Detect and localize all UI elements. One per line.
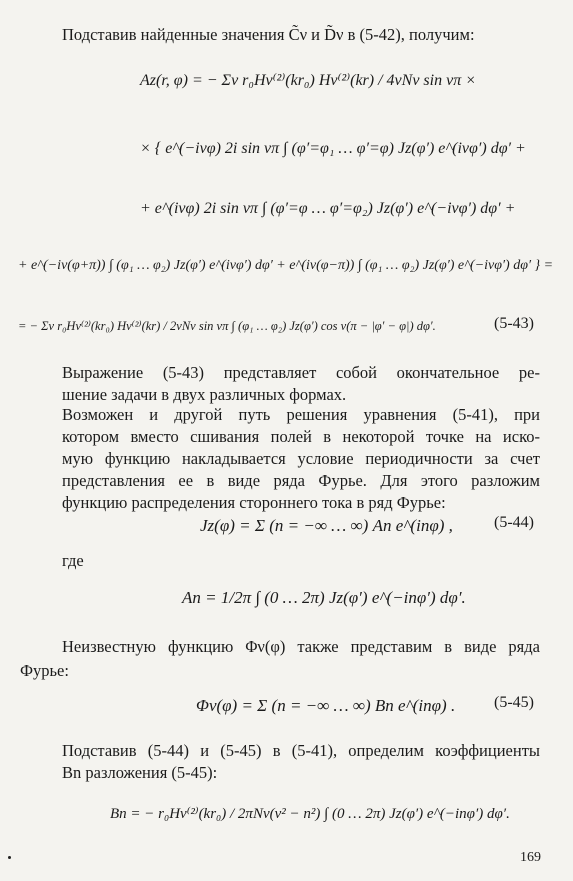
equation-number-5-44: (5-44)	[494, 514, 534, 531]
equation-5-44: Jz(φ) = Σ (n = −∞ … ∞) An e^(inφ) ,	[200, 516, 453, 535]
equation-number-5-45: (5-45)	[494, 694, 534, 711]
paragraph-1-line1: Выражение (5-43) представляет собой окончательное ре-	[62, 363, 540, 382]
equation-number-5-43: (5-43)	[494, 315, 534, 332]
equation-a-line2: × { e^(−iνφ) 2i sin νπ ∫ (φ′=φ₁ … φ′=φ) Jz(φ′) e^(iνφ′) dφ′ +	[140, 140, 526, 157]
where-label: где	[62, 551, 84, 570]
paragraph-3-line2: Фурье:	[20, 661, 69, 680]
paragraph-2-line1: Возможен и другой путь решения уравнения (5-41), при	[62, 405, 540, 424]
equation-an: An = 1/2π ∫ (0 … 2π) Jz(φ′) e^(−inφ′) dφ′.	[182, 588, 466, 607]
equation-a-line1: Az(r, φ) = − Σν r₀Hν⁽²⁾(kr₀) Hν⁽²⁾(kr) / 4νNν sin νπ ×	[140, 72, 477, 89]
equation-bn: Bn = − r₀Hν⁽²⁾(kr₀) / 2πNν(ν² − n²) ∫ (0 … 2π) Jz(φ′) e^(−inφ′) dφ′.	[110, 806, 510, 822]
paragraph-1-line2: шение задачи в двух различных формах.	[62, 385, 347, 404]
paragraph-3-line1: Неизвестную функцию Φν(φ) также представим в виде ряда	[62, 637, 540, 656]
equation-a-line4: + e^(−iν(φ+π)) ∫ (φ₁ … φ₂) Jz(φ′) e^(iνφ′) dφ′ + e^(iν(φ−π)) ∫ (φ₁ … φ₂) Jz(φ′) e^(−iνφ′) dφ′ } =	[18, 258, 554, 273]
paragraph-4-line1: Подставив (5-44) и (5-45) в (5-41), определим коэффициенты	[62, 741, 540, 760]
equation-a-line3: + e^(iνφ) 2i sin νπ ∫ (φ′=φ … φ′=φ₂) Jz(φ′) e^(−iνφ′) dφ′ +	[140, 200, 516, 217]
paragraph-4-line2: Bn разложения (5-45):	[62, 763, 218, 782]
paragraph-2-line2: котором вместо сшивания полей в некоторой точке на иско-	[62, 427, 540, 446]
intro-line: Подставив найденные значения C̃ν и D̃ν в (5-42), получим:	[62, 25, 475, 44]
equation-5-45: Φν(φ) = Σ (n = −∞ … ∞) Bn e^(inφ) .	[196, 696, 456, 715]
paragraph-2-line4: представления ее в виде ряда Фурье. Для этого разложим	[62, 471, 540, 490]
stray-dot	[8, 856, 11, 859]
equation-a-line5: = − Σν r₀Hν⁽²⁾(kr₀) Hν⁽²⁾(kr) / 2νNν sin νπ ∫ (φ₁ … φ₂) Jz(φ′) cos ν(π − |φ′ − φ|) dφ′.	[18, 319, 436, 333]
page-number: 169	[520, 850, 541, 865]
paragraph-2-line5: функцию распределения стороннего тока в ряд Фурье:	[62, 493, 446, 512]
paragraph-2-line3: мую функцию накладывается условие периодичности за счет	[62, 449, 540, 468]
